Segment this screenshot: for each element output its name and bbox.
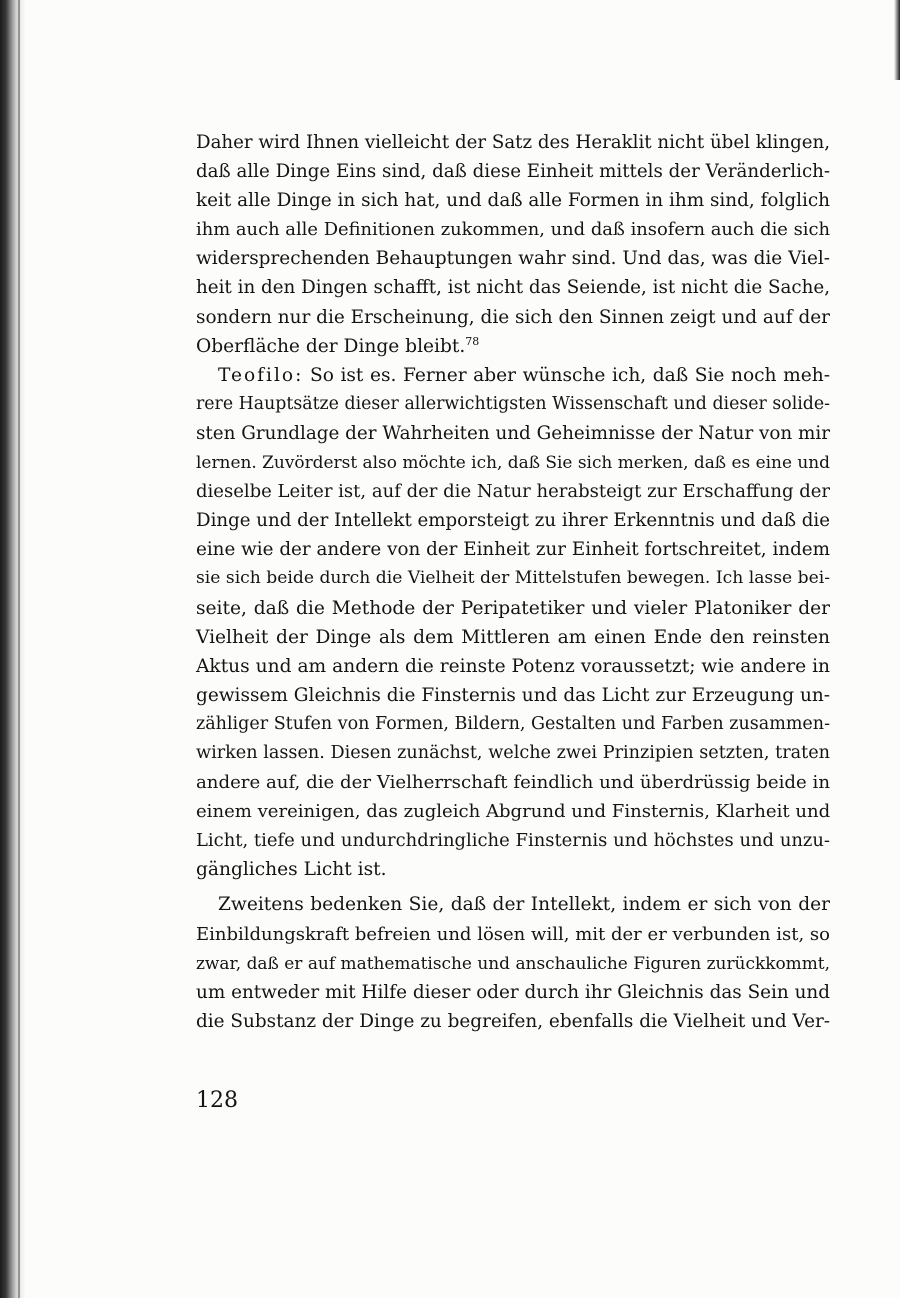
paragraph-1 [196, 128, 830, 361]
paragraph-2 [196, 361, 830, 885]
text-line: Daher wird Ihnen vielleicht der Satz des Heraklit nicht übel klingen, [196, 132, 830, 153]
text-line: Einbildungskraft befreien und lösen will, mit der er verbunden ist, so [196, 923, 830, 945]
text-line: gängliches Licht ist. [196, 859, 387, 881]
text-line: Vielheit der Dinge als dem Mittleren am einen Ende den reinsten [196, 626, 830, 648]
text-line: lernen. Zuvörderst also möchte ich, daß Sie sich merken, daß es eine und [196, 452, 831, 473]
text-line: einem vereinigen, das zugleich Abgrund und Finsternis, Klarheit und [196, 801, 831, 823]
text-line: So ist es. Ferner aber wünsche ich, daß Sie noch meh- [309, 364, 830, 386]
text-line: Aktus und am andern die reinste Potenz voraussetzt; wie andere in [196, 655, 830, 677]
text-line: gewissem Gleichnis die Finsternis und das Licht zur Erzeugung un- [196, 684, 830, 706]
text-line: dieselbe Leiter ist, auf der die Natur herabsteigt zur Erschaffung der [196, 481, 831, 503]
text-line: Licht, tiefe und undurchdringliche Finsternis und höchstes und unzu- [196, 830, 830, 852]
text-line-first [196, 361, 830, 390]
text-line: keit alle Dinge in sich hat, und daß alle Formen in ihm sind, folglich [196, 190, 830, 212]
text-line: sondern nur die Erscheinung, die sich den Sinnen zeigt und auf der [196, 306, 830, 328]
body-text [196, 128, 830, 1036]
text-line: die Substanz der Dinge zu begreifen, ebenfalls die Vielheit und Ver- [196, 1010, 830, 1032]
text-line: sie sich beide durch die Vielheit der Mittelstufen bewegen. Ich lasse bei- [196, 568, 830, 589]
text-line: daß alle Dinge Eins sind, daß diese Einheit mittels der Veränderlich- [196, 161, 831, 183]
text-line: Zweitens bedenken Sie, daß der Intellekt, indem er sich von der [218, 894, 830, 916]
text-line: ihm auch alle Definitionen zukommen, und daß insofern auch die sich [196, 219, 830, 241]
page-number: 128 [196, 1088, 238, 1113]
text-line: andere auf, die der Vielherrschaft feindlich und überdrüssig beide in [196, 772, 830, 794]
text-line: seite, daß die Methode der Peripatetiker und vieler Platoniker der [196, 597, 830, 619]
text-line: wirken lassen. Diesen zunächst, welche zwei Prinzipien setzten, traten [196, 742, 830, 763]
text-line: rere Hauptsätze dieser allerwichtigsten Wissenschaft und dieser solide- [196, 393, 830, 414]
text-line: widersprechenden Behauptungen wahr sind. Und das, was die Viel- [196, 248, 830, 270]
binding-edge [18, 0, 20, 1298]
text-line: eine wie der andere von der Einheit zur Einheit fortschreitet, indem [196, 539, 830, 561]
text-line: um entweder mit Hilfe dieser oder durch ihr Gleichnis das Sein und [196, 981, 830, 1003]
paragraph-3 [196, 890, 830, 1035]
text-line: sten Grundlage der Wahrheiten und Geheimnisse der Natur von mir [196, 422, 831, 444]
footnote-reference: 78 [465, 334, 480, 348]
text-line: zwar, daß er auf mathematische und anschauliche Figuren zurückkommt, [196, 952, 830, 973]
text-line-last [196, 332, 830, 361]
page-edge-shadow [894, 0, 900, 80]
text-line: heit in den Dingen schafft, ist nicht das Seiende, ist nicht die Sache, [196, 277, 830, 299]
text-line: Oberfläche der Dinge bleibt. [196, 335, 466, 357]
speaker-name: Teofilo: [218, 364, 304, 386]
binding-shadow [0, 0, 26, 1298]
text-line: zähliger Stufen von Formen, Bildern, Gestalten und Farben zusammen- [196, 713, 830, 734]
text-line: Dinge und der Intellekt emporsteigt zu ihrer Erkenntnis und daß die [196, 510, 830, 532]
